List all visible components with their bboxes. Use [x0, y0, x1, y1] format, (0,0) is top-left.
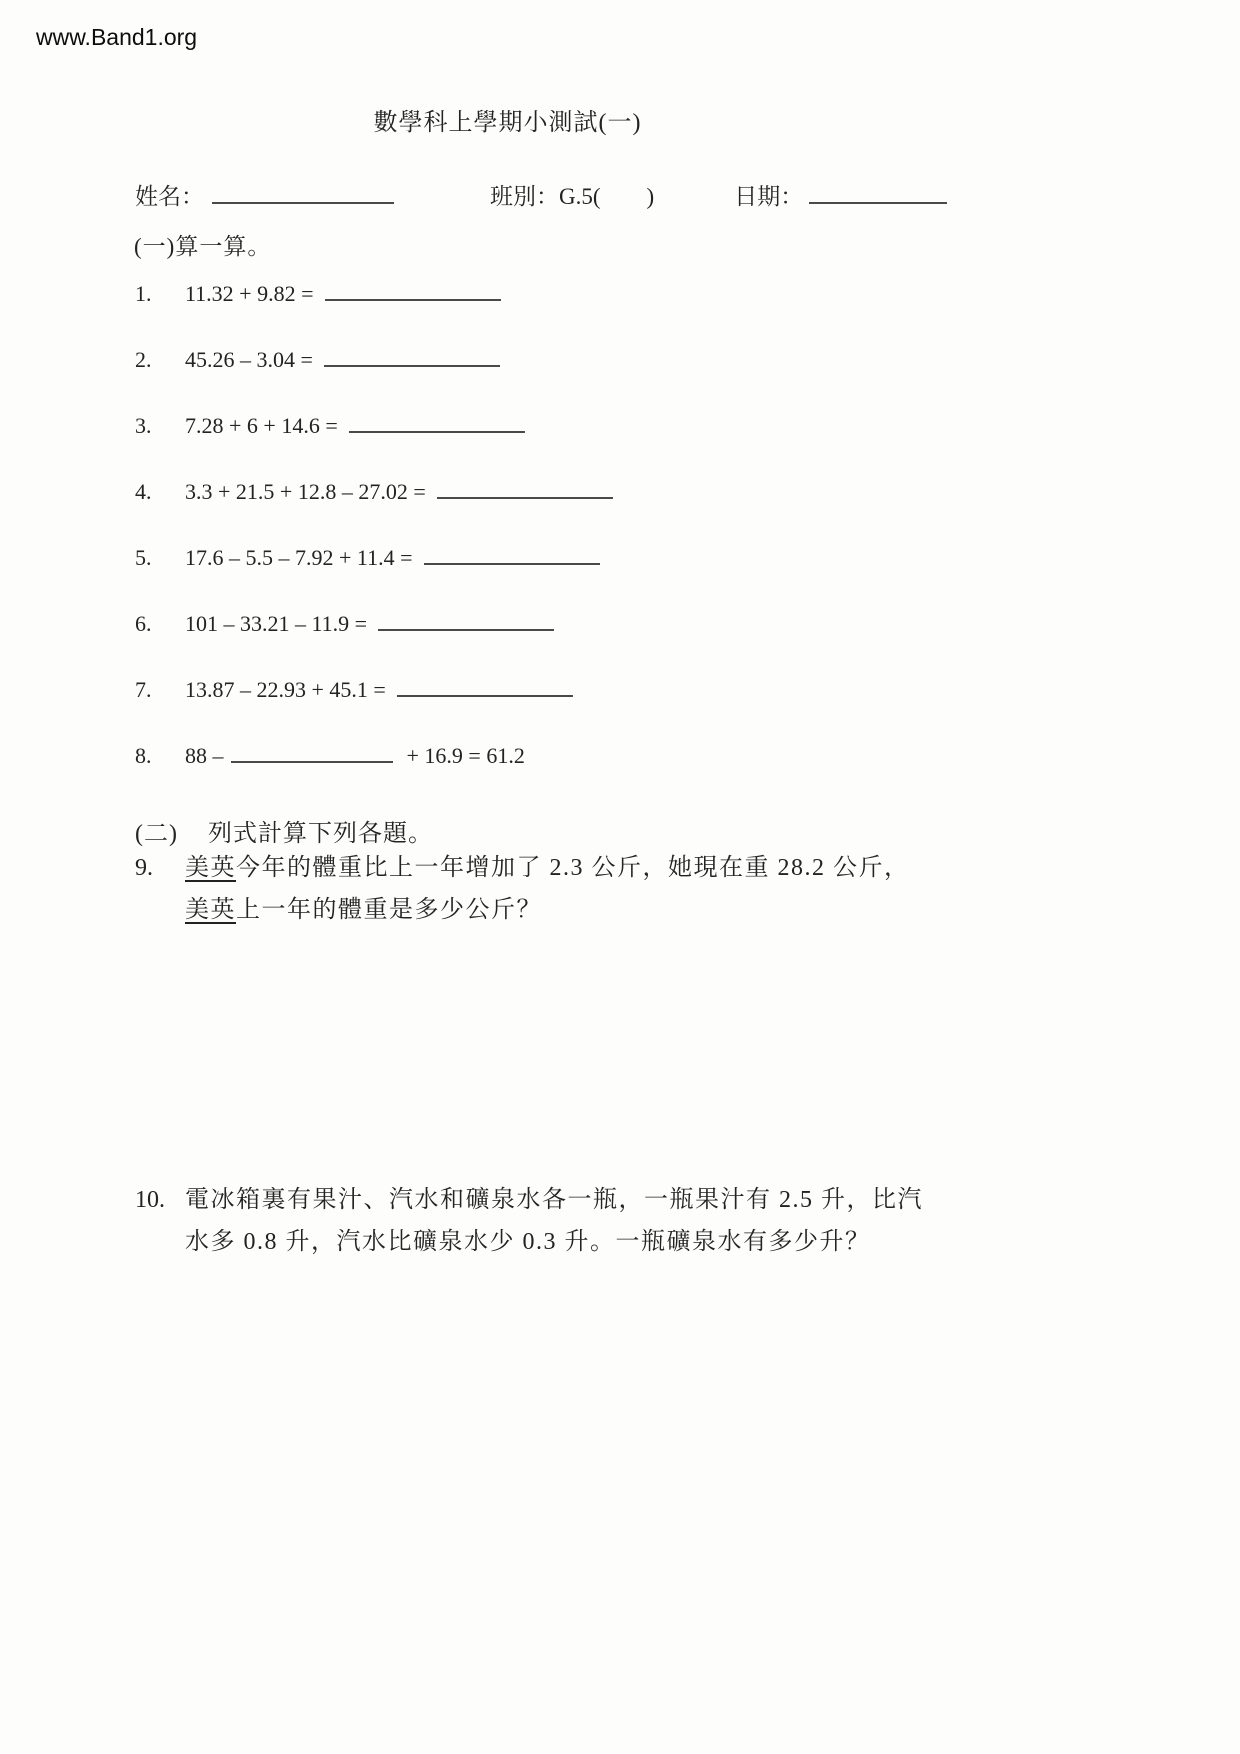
section2-heading	[135, 813, 433, 848]
question-number: 9.	[135, 855, 153, 881]
name-field	[135, 178, 394, 211]
answer-blank-line	[424, 560, 600, 565]
problem-row-8	[135, 743, 1115, 809]
date-blank-line	[809, 199, 947, 204]
answer-blank-line	[437, 494, 613, 499]
problem-row-1	[135, 281, 1115, 347]
problem-number: 2.	[135, 347, 152, 372]
question-line	[185, 889, 1045, 931]
answer-blank-line	[325, 296, 501, 301]
question-text	[185, 847, 1045, 931]
section1-heading: (一)算一算。	[134, 234, 272, 259]
problem-expression: 13.87 – 22.93 + 45.1 =	[185, 677, 386, 702]
answer-blank-line	[231, 758, 393, 763]
answer-blank-line	[378, 626, 554, 631]
section1-problem-list	[135, 281, 1115, 809]
date-label: 日期：	[734, 184, 804, 209]
question-9	[135, 847, 1045, 931]
problem-expression: 45.26 – 3.04 =	[185, 347, 313, 372]
question-line: 電冰箱裏有果汁、汽水和礦泉水各一瓶，一瓶果汁有 2.5 升，比汽	[185, 1187, 923, 1213]
class-value: G.5( )	[559, 184, 655, 209]
problem-expression: 3.3 + 21.5 + 12.8 – 27.02 =	[185, 479, 426, 504]
answer-blank-line	[349, 428, 525, 433]
question-line-text: 今年的體重比上一年增加了 2.3 公斤，她現在重 28.2 公斤，	[236, 855, 910, 881]
student-info-row	[135, 178, 947, 211]
problem-row-4	[135, 479, 1115, 545]
question-line: 水多 0.8 升，汽水比礦泉水少 0.3 升。一瓶礦泉水有多少升？	[185, 1229, 871, 1255]
question-number: 10.	[135, 1187, 165, 1213]
problem-number: 6.	[135, 611, 152, 636]
problem-number: 4.	[135, 479, 152, 504]
question-10	[135, 1179, 1045, 1263]
problem-row-2	[135, 347, 1115, 413]
question-text	[185, 1179, 1045, 1263]
problem-expression-after-blank: + 16.9 = 61.2	[406, 743, 525, 768]
underlined-name: 美英	[185, 897, 236, 923]
question-line-text: 上一年的體重是多少公斤？	[236, 897, 542, 923]
problem-expression: 7.28 + 6 + 14.6 =	[185, 413, 338, 438]
underlined-name: 美英	[185, 855, 236, 881]
name-label: 姓名：	[135, 184, 204, 209]
problem-expression: 101 – 33.21 – 11.9 =	[185, 611, 368, 636]
date-field	[734, 178, 947, 211]
section2-heading-number: (二)	[135, 821, 178, 847]
page-title: 數學科上學期小測試(一)	[373, 110, 642, 136]
answer-blank-line	[397, 692, 573, 697]
problem-number: 5.	[135, 545, 152, 570]
class-label: 班別：	[490, 184, 559, 209]
class-field	[490, 178, 654, 211]
problem-row-3	[135, 413, 1115, 479]
site-watermark: www.Band1.org	[36, 24, 198, 50]
question-line	[185, 847, 1045, 889]
problem-number: 1.	[135, 281, 152, 306]
problem-row-6	[135, 611, 1115, 677]
problem-row-5	[135, 545, 1115, 611]
problem-row-7	[135, 677, 1115, 743]
problem-number: 3.	[135, 413, 152, 438]
answer-blank-line	[324, 362, 500, 367]
problem-expression: 11.32 + 9.82 =	[185, 281, 314, 306]
name-blank-line	[212, 199, 394, 204]
section2-heading-text: 列式計算下列各題。	[207, 821, 433, 847]
problem-expression-before-blank: 88 –	[185, 743, 224, 768]
problem-expression: 17.6 – 5.5 – 7.92 + 11.4 =	[185, 545, 413, 570]
problem-number: 8.	[135, 743, 152, 768]
problem-number: 7.	[135, 677, 152, 702]
